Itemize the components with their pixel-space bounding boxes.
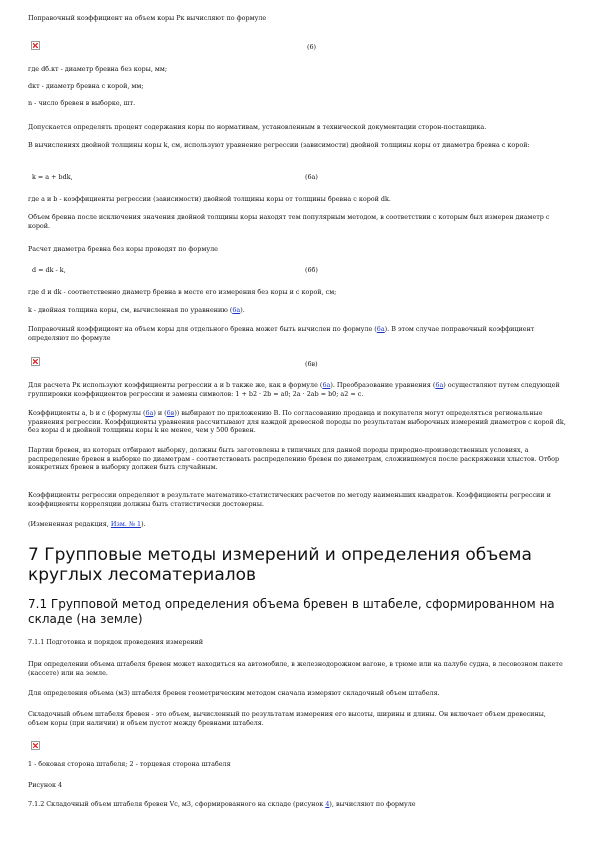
text: ) осуществляют путем следующей группировки коэффициентов регрессии и замены символов: 1 + b2 · 2b = a0; 2a · 2ab = b0; a2 = c.: [28, 381, 560, 398]
paragraph: При определении объема штабеля бревен может находиться на автомобиле, в железнодорожном вагоне, в трюме или на палубе судна, в лесовозном пакете (кассете) или на земле.: [28, 660, 563, 677]
figure-label: Рисунок 4: [28, 781, 63, 789]
paragraph: Складочный объем штабеля бревен - это объем, вычисленный по результатам измерения его высоты, ширины и длины. Он включает объем древесины, объем коры (при наличии) и объем пустот между бревнами штабеля.: [28, 710, 546, 727]
broken-image-icon: [31, 41, 40, 50]
paragraph: где dб.кт - диаметр бревна без коры, мм;: [28, 65, 167, 73]
paragraph: Допускается определять процент содержания коры по нормативам, установленным в технической документации сторон-поставщика.: [28, 123, 487, 131]
paragraph: [28, 409, 568, 435]
equation-number: (6в): [305, 360, 318, 368]
paragraph: [28, 520, 146, 529]
text: 7.1.2 Складочный объем штабеля бревен Vc, м3, сформированного на складе (рисунок: [28, 800, 326, 808]
paragraph: n - число бревен в выборке, шт.: [28, 99, 136, 107]
text: )) выбирают по приложению В. По согласованию продавца и покупателя могут определяться региональные уравнения регрессии. Коэффициенты уравнения рассчитывают для каждой древесной породы по результатам выборочных измерений диаметров с корой dk, без коры d и двойной толщины коры k не менее, чем у 500 бревен.: [28, 409, 566, 435]
formula-link[interactable]: 6в: [166, 409, 175, 417]
paragraph: где d и dk - соответственно диаметр бревна в месте его измерения без коры и с корой, см;: [28, 288, 337, 296]
text: ).: [240, 306, 245, 314]
formula-link[interactable]: 6а: [145, 409, 154, 417]
text: ) и (: [153, 409, 167, 417]
figure-caption: 1 - боковая сторона штабеля; 2 - торцевая сторона штабеля: [28, 760, 231, 768]
formula-link[interactable]: 6а: [322, 381, 331, 389]
broken-image-icon: [31, 741, 40, 750]
paragraph: Поправочный коэффициент на объем коры Рк вычисляют по формуле: [28, 14, 267, 22]
equation: k = a + bdk,: [32, 173, 73, 181]
paragraph: dкт - диаметр бревна с корой, мм;: [28, 82, 144, 90]
text: Для расчета Рк используют коэффициенты регрессии a и b также же, как в формуле (: [28, 381, 323, 389]
text: ), вычисляют по формуле: [329, 800, 416, 808]
amendment-link[interactable]: Изм. № 1: [110, 520, 142, 528]
equation-number: (6а): [305, 173, 318, 181]
figure-link[interactable]: 4: [325, 800, 330, 808]
paragraph: Объем бревна после исключения значения двойной толщины коры находят тем популярным методом, в соответствии с которым был измерен диаметр с корой.: [28, 213, 550, 230]
paragraph: [28, 325, 568, 342]
paragraph: где a и b - коэффициенты регрессии (зависимости) двойной толщины коры от толщины бревна с корой dk.: [28, 195, 391, 203]
paragraph: [28, 381, 568, 398]
text: k - двойная толщина коры, см, вычисленная по уравнению (: [28, 306, 233, 314]
paragraph: Для определения объема (м3) штабеля бревен геометрическим методом сначала измеряют складочный объем штабеля.: [28, 689, 440, 697]
paragraph: Коэффициенты регрессии определяют в результате математико-статистических расчетов по методу наименьших квадратов. Коэффициенты регрессии и коэффициенты корреляции должны быть статистически достоверны.: [28, 491, 551, 508]
text: ). Преобразование уравнения (: [330, 381, 436, 389]
equation-number: (6): [307, 43, 317, 51]
section-heading: 7 Групповые методы измерений и определения объема круглых лесоматериалов: [28, 545, 532, 585]
formula-link[interactable]: 6а: [232, 306, 241, 314]
paragraph: Партии бревен, из которых отбирают выборку, должны быть заготовлены в типичных для данной породы природно-производственных условиях, а распределение бревен в выборке по диаметрам - соответствовать распределению бревен по диаметрам, сложившемуся после раскряжевки хлыстов. Отбор конкретных бревен в выборку должен быть случайным.: [28, 446, 560, 472]
text: ). В этом случае поправочный коэффициент определяют по формуле: [28, 325, 535, 342]
paragraph: Расчет диаметра бревна без коры проводят по формуле: [28, 245, 218, 253]
equation: d = dk - k,: [32, 266, 66, 274]
equation-number: (6б): [305, 266, 318, 274]
broken-image-icon: [31, 357, 40, 366]
paragraph: [28, 306, 245, 315]
text: (Измененная редакция,: [28, 520, 111, 528]
text: ).: [141, 520, 146, 528]
formula-link[interactable]: 6а: [435, 381, 444, 389]
text: Поправочный коэффициент на объем коры для отдельного бревна может быть вычислен по формуле (: [28, 325, 377, 333]
paragraph: В вычислениях двойной толщины коры k, см, используют уравнение регрессии (зависимости) двойной толщины коры от диаметра бревна с корой:: [28, 141, 530, 149]
formula-link[interactable]: 6а: [376, 325, 385, 333]
paragraph: 7.1.1 Подготовка и порядок проведения измерений: [28, 638, 204, 646]
subsection-heading: 7.1 Групповой метод определения объема бревен в штабеле, сформированном на складе (на земле): [28, 597, 555, 626]
paragraph: [28, 800, 416, 809]
text: Коэффициенты a, b и c (формулы (: [28, 409, 146, 417]
